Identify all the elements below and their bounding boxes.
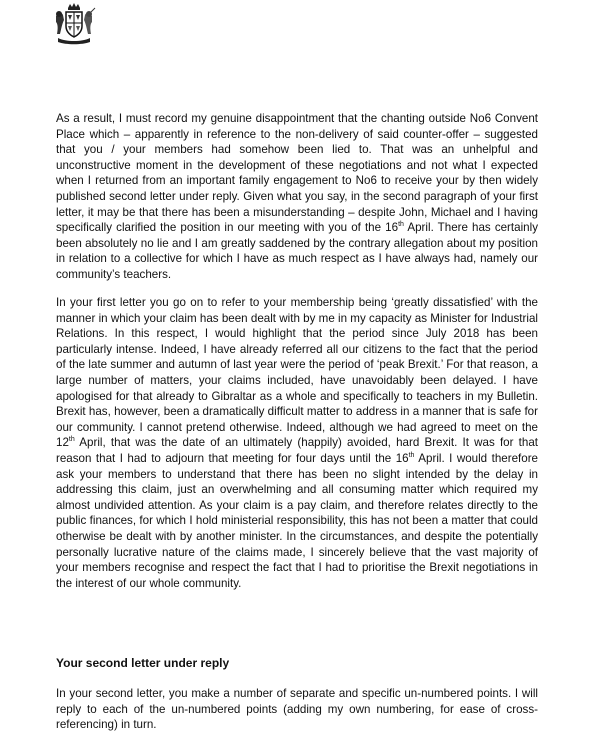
- ordinal-suffix: th: [398, 221, 404, 229]
- ordinal-suffix: th: [68, 436, 75, 444]
- paragraph-text: April. I would therefore ask your members to understand that there has been no slight intended by the delay in addressing this claim, just an overwhelming and all consuming matter which required my almost undivided attention. As your claim is a pay claim, and therefore relates directly to the public finances, for which I hold ministerial responsibility, this has not been a matter that could otherwise be dealt with by another minister. In the circumstances, and despite the potentially personally lucrative nature of the claims made, I sincerely believe that the vast majority of your members recognise and respect the fact that I had to prioritise the Brexit negotiations in the interest of our whole community.: [56, 451, 539, 590]
- section-heading: Your second letter under reply: [56, 656, 230, 670]
- paragraph-text: As a result, I must record my genuine disappointment that the chanting outside No6 Convent Place which – apparently in reference to the non-delivery of said counter-offer – suggested that you / your members had somehow been lied to. That was an unhelpful and unconstructive moment in the development of these negotiations and not what I expected when I returned from an important family engagement to No6 to receive your by then widely published second letter under reply. Given what you say, in the second paragraph of your first letter, it may be that there has been a misunderstanding – despite John, Michael and I having specifically clarified the position in our meeting with you of the 16: [56, 112, 538, 235]
- paragraph-brexit-delay: [56, 295, 538, 591]
- paragraph-text: April. There has certainly been absolutely no lie and I am greatly saddened by the contrary allegation about my position in relation to a collective for which I have as much respect as I have always had, namely our community’s teachers.: [56, 221, 538, 281]
- paragraph-disappointment: [56, 111, 538, 283]
- ordinal-suffix: th: [408, 452, 415, 460]
- paragraph-text: In your first letter you go on to refer to your membership being ‘greatly dissatisfied’ with the manner in which your claim has been dealt with by me in my capacity as Minister for Industrial Relations. In this respect, I would highlight that the period since July 2018 has been particularly intense. Indeed, I have already referred all our citizens to the fact that the period of the late summer and autumn of last year were the period of ‘peak Brexit.’ For that reason, a large number of matters, your claims included, have unavoidably been delayed. I have apologised for that already to Gibraltar as a whole and specifically to teachers in my Bulletin. Brexit has, however, been a dramatically difficult matter to address in a manner that is safe for our community. I cannot pretend otherwise. Indeed, although we had agreed to meet on the 12: [56, 296, 538, 450]
- paragraph-text: April, that was the date of an ultimately (happily) avoided, hard Brexit. It was for that reason that I had to adjourn that meeting for four days until the 16: [56, 436, 538, 465]
- paragraph-second-letter: In your second letter, you make a number of separate and specific un-numbered points. I will reply to each of the un-numbered points (adding my own numbering, for ease of cross-referencing) in turn.: [56, 687, 538, 732]
- royal-coat-of-arms-icon: [52, 2, 96, 46]
